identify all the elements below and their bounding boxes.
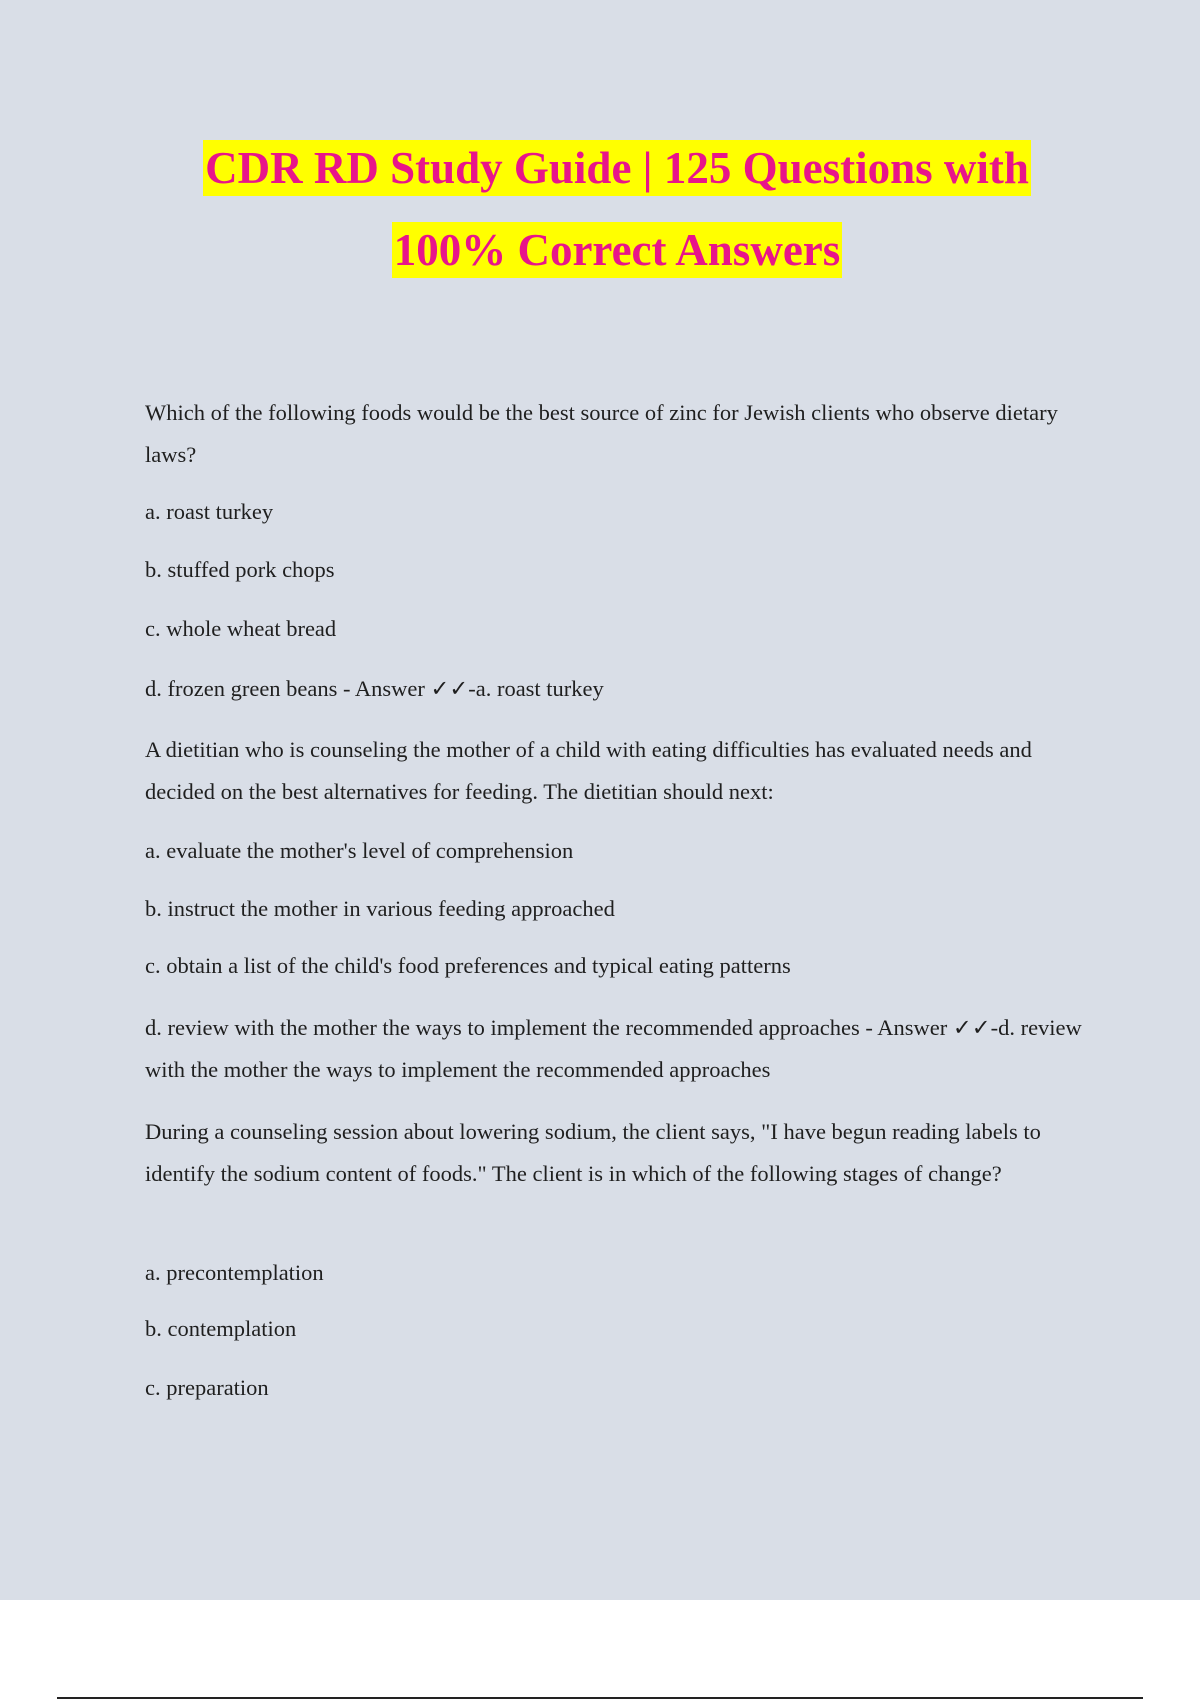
question-3-option-a: a. precontemplation <box>145 1260 324 1285</box>
question-3-option-b: b. contemplation <box>145 1316 297 1341</box>
question-1-option-b: b. stuffed pork chops <box>145 557 335 582</box>
question-2-option-d-answer: d. review with the mother the ways to implement the recommended approaches - Answer ✓✓-d. review with the mother the ways to implement the recommended approaches <box>145 1015 1082 1082</box>
question-1-option-a: a. roast turkey <box>145 499 274 524</box>
title-line-2: 100% Correct Answers <box>392 222 843 278</box>
question-3-option-c: c. preparation <box>145 1375 269 1400</box>
question-3-text: During a counseling session about lowering sodium, the client says, "I have begun reading labels to identify the sodium content of foods." The client is in which of the following stages of change? <box>145 1119 1041 1186</box>
question-2-option-b: b. instruct the mother in various feeding approached <box>145 896 615 921</box>
question-2-text: A dietitian who is counseling the mother of a child with eating difficulties has evaluated needs and decided on the best alternatives for feeding. The dietitian should next: <box>145 737 1032 804</box>
page-divider <box>57 1697 1143 1699</box>
question-2-option-a: a. evaluate the mother's level of comprehension <box>145 838 574 863</box>
question-1-option-c: c. whole wheat bread <box>145 616 337 641</box>
question-1-option-d-answer: d. frozen green beans - Answer ✓✓-a. roast turkey <box>145 676 604 701</box>
question-1-text: Which of the following foods would be the best source of zinc for Jewish clients who observe dietary laws? <box>145 400 1058 467</box>
document-title <box>0 140 1200 278</box>
title-line-1: CDR RD Study Guide | 125 Questions with <box>203 140 1031 196</box>
question-2-option-c: c. obtain a list of the child's food preferences and typical eating patterns <box>145 953 791 978</box>
